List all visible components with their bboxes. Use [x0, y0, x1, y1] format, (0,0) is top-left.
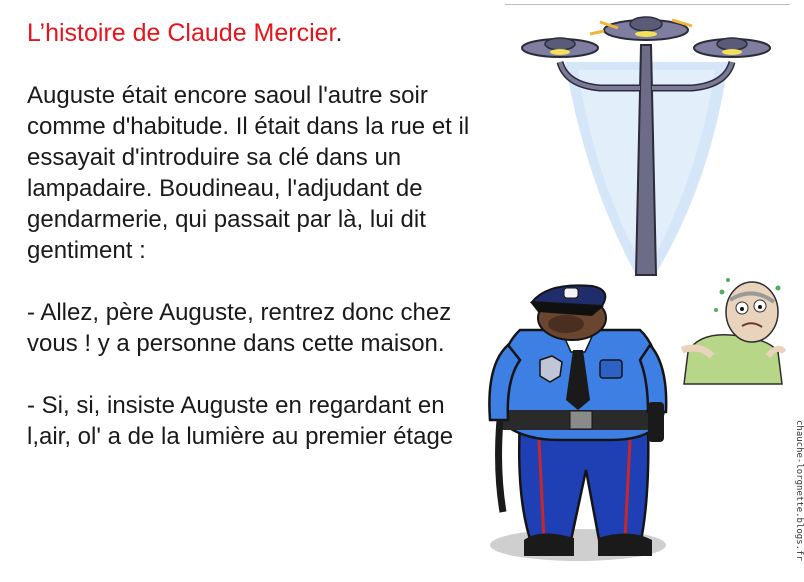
artist-credit-text: chauche-lorgnette.blogs.fr — [794, 420, 804, 561]
story-paragraph: Auguste était encore saoul l'autre soir comme d'habitude. Il était dans la rue et il essayait d'introduire sa clé dans un lampadaire. Boudineau, l'adjudant de gendarmerie, qui passait par là, lui dit gentiment : — [27, 82, 470, 264]
story-title-period: . — [335, 19, 343, 47]
artist-credit — [788, 420, 804, 582]
story-paragraph: - Allez, père Auguste, rentrez donc chez vous ! y a personne dans cette maison. — [27, 299, 452, 357]
drunk-man-illustration — [682, 278, 784, 384]
story-paragraph: - Si, si, insiste Auguste en regardant en l,air, ol' a de la lumière au premier étage — [27, 392, 454, 450]
street-lamp-illustration — [522, 17, 770, 275]
story-title-text: L’histoire de Claude Mercier — [27, 19, 336, 47]
policeman-illustration — [489, 285, 666, 561]
